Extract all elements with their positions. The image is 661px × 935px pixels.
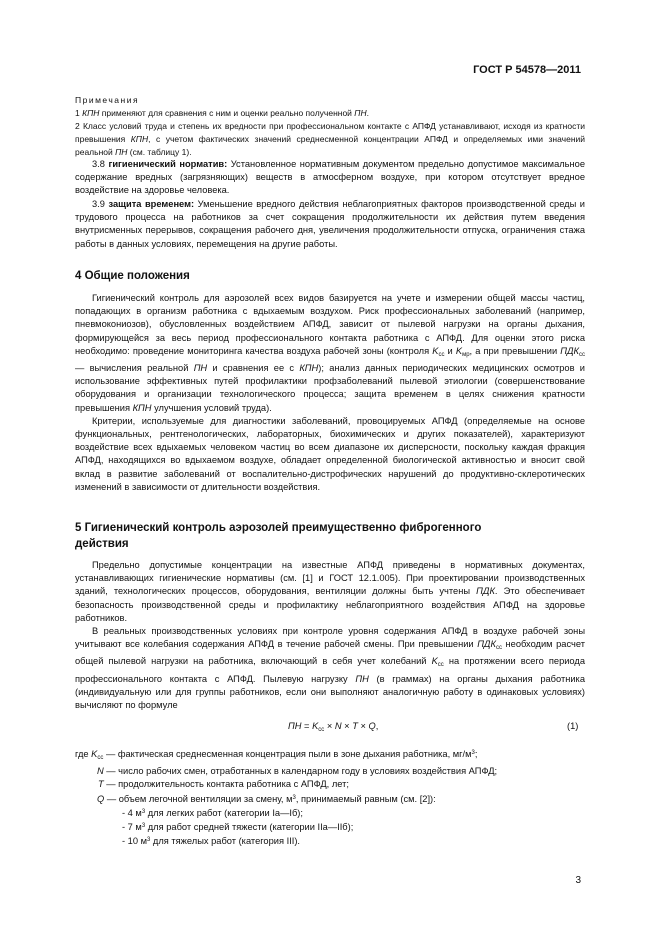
- term-time-protection: защита временем:: [108, 199, 195, 209]
- standard-header: ГОСТ Р 54578—2011: [473, 64, 581, 76]
- def-n: N — число рабочих смен, отработанных в календарном году в условиях воздействия АПФД;: [97, 766, 498, 777]
- def-list-heavy: - 10 $м^3$ для тяжелых работ (категория III).: [122, 836, 301, 847]
- section-4-body: [75, 292, 585, 494]
- notes-title: Примечания: [75, 95, 140, 105]
- def-t: T — продолжительность контакта работника с АПФД, лет;: [98, 779, 349, 790]
- section-5-paragraph-2: В реальных производственных условиях при контроле уровня содержания АПФД в воздухе рабочей зоны учитывают все колебания содержания АПФД в течение рабочей смены. При превышении $ПДК_{сс}$ необходим расчет общей пылевой нагрузки на работника, включающий в себя учет колебаний $K_{сс}$ на протяжении всего периода профессионального контакта с АПФД. Пылевую нагрузку ПН (в граммах) на органы дыхания работника (индивидуальную или для группы работников, если они выполняют аналогичную работу в одинаковых условиях) вычисляют по формуле: [75, 626, 585, 711]
- note-1: 1 КПН применяют для сравнения с ним и оценки реально полученной ПН.: [75, 108, 369, 118]
- formula-number: (1): [567, 721, 579, 731]
- note-2: 2 Класс условий труда и степень их вредности при профессиональном контакте с АПФД устанавливают, исходя из кратности превышения КПН, с учетом фактических значений среднесменной концентрации АПФД и определяемых ими значений реальной ПН (см. таблицу 1).: [75, 121, 586, 157]
- def-q: Q — объем легочной вентиляции за смену, $м^3$, принимаемый равным (см. [2]):: [97, 793, 436, 804]
- section-3-8: 3.8 гигиенический норматив: Установленное нормативным документом предельно допустимое максимальное содержание вредных (загрязняющих) веществ в атмосферном воздухе, при котором отсутствует вредное воздействие на здоровье человека.: [75, 159, 585, 196]
- section-5-paragraph-1: Предельно допустимые концентрации на известные АПФД приведены в нормативных документах, устанавливающих гигиенические нормативы (см. [1] и ГОСТ 12.1.005). При проектировании производственных зданий, технологических процессов, оборудования, вентиляции должны быть учтены ПДК. Это обеспечивает безопасность производственной среды и профилактику неблагоприятного воздействия АПФД на здоровье работников.: [75, 560, 585, 623]
- section-3-9: 3.9 защита временем: Уменьшение вредного действия неблагоприятных факторов производственной среды и трудового процесса на работников за счет сокращения продолжительности их действия путем введения внутрисменных перерывов, сокращения рабочего дня, увеличения продолжительности отпуска, ограничения стажа работы в данных условиях, перемещения на другие работы.: [75, 199, 585, 249]
- section-4-paragraph-1: Гигиенический контроль для аэрозолей всех видов базируется на учете и измерении общей массы частиц, попадающих в организм работника с вдыхаемым воздухом. Риск профессиональных заболеваний (например, пневмокониозов), обусловленных воздействием АПФД, зависит от пылевой нагрузки на органы дыхания, формирующейся за весь период профессионального контакта работника с АПФД. Для оценки этого риска необходимо: проведение мониторинга качества воздуха рабочей зоны (контроля $K_{сс}$ и $K_{мр}$, а при превышении $ПДК_{сс}$ — вычисления реальной ПН и сравнения ее с КПН); анализ данных периодических медицинских осмотров и использование эффективных путей профилактики профзаболеваний пылевой этиологии (совершенствование оборудования и организации технологического процесса; защита временем в целях снижения кратности превышения КПН улучшения условий труда).: [75, 293, 586, 413]
- notes-block: [75, 94, 585, 159]
- def-list-medium: - 7 $м^3$ для работ средней тяжести (категории IIа—IIб);: [122, 822, 354, 833]
- def-list-light: - 4 $м^3$ для легких работ (категории Iа—Iб);: [122, 807, 303, 818]
- section-5-heading: 5 Гигиенический контроль аэрозолей преимущественно фиброгенного действия: [75, 522, 482, 550]
- formula-1: ПН = $K_{сс} \times N \times T \times Q$,: [288, 721, 379, 733]
- term-hygienic-norm: гигиенический норматив:: [108, 159, 228, 169]
- section-4-paragraph-2: Критерии, используемые для диагностики заболеваний, провоцируемых АПФД (определяемые на основе функциональных, рентгенологических, лабораторных, биохимических и других показателей), характеризуют воздействие всех вдыхаемых человеком частиц во всем диапазоне их дисперсности, поскольку каждая фракция АПФД, находящихся во вдыхаемом воздухе, обладает определенной биологической активностью и вносит свой вклад в развитие заболеваний от воспалительно-дистрофических нарушений до продуктивно-склеротических изменений в зависимости от длительности воздействия.: [75, 415, 585, 492]
- def-kcc: где $K_{сс}$ — фактическая среднесменная концентрация пыли в зоне дыхания работника, $мг/м^3$;: [75, 749, 478, 761]
- section-5-body: [75, 559, 585, 712]
- page-number: 3: [575, 875, 581, 886]
- formula-definitions: [75, 747, 585, 848]
- section-4-heading: 4 Общие положения: [75, 270, 190, 282]
